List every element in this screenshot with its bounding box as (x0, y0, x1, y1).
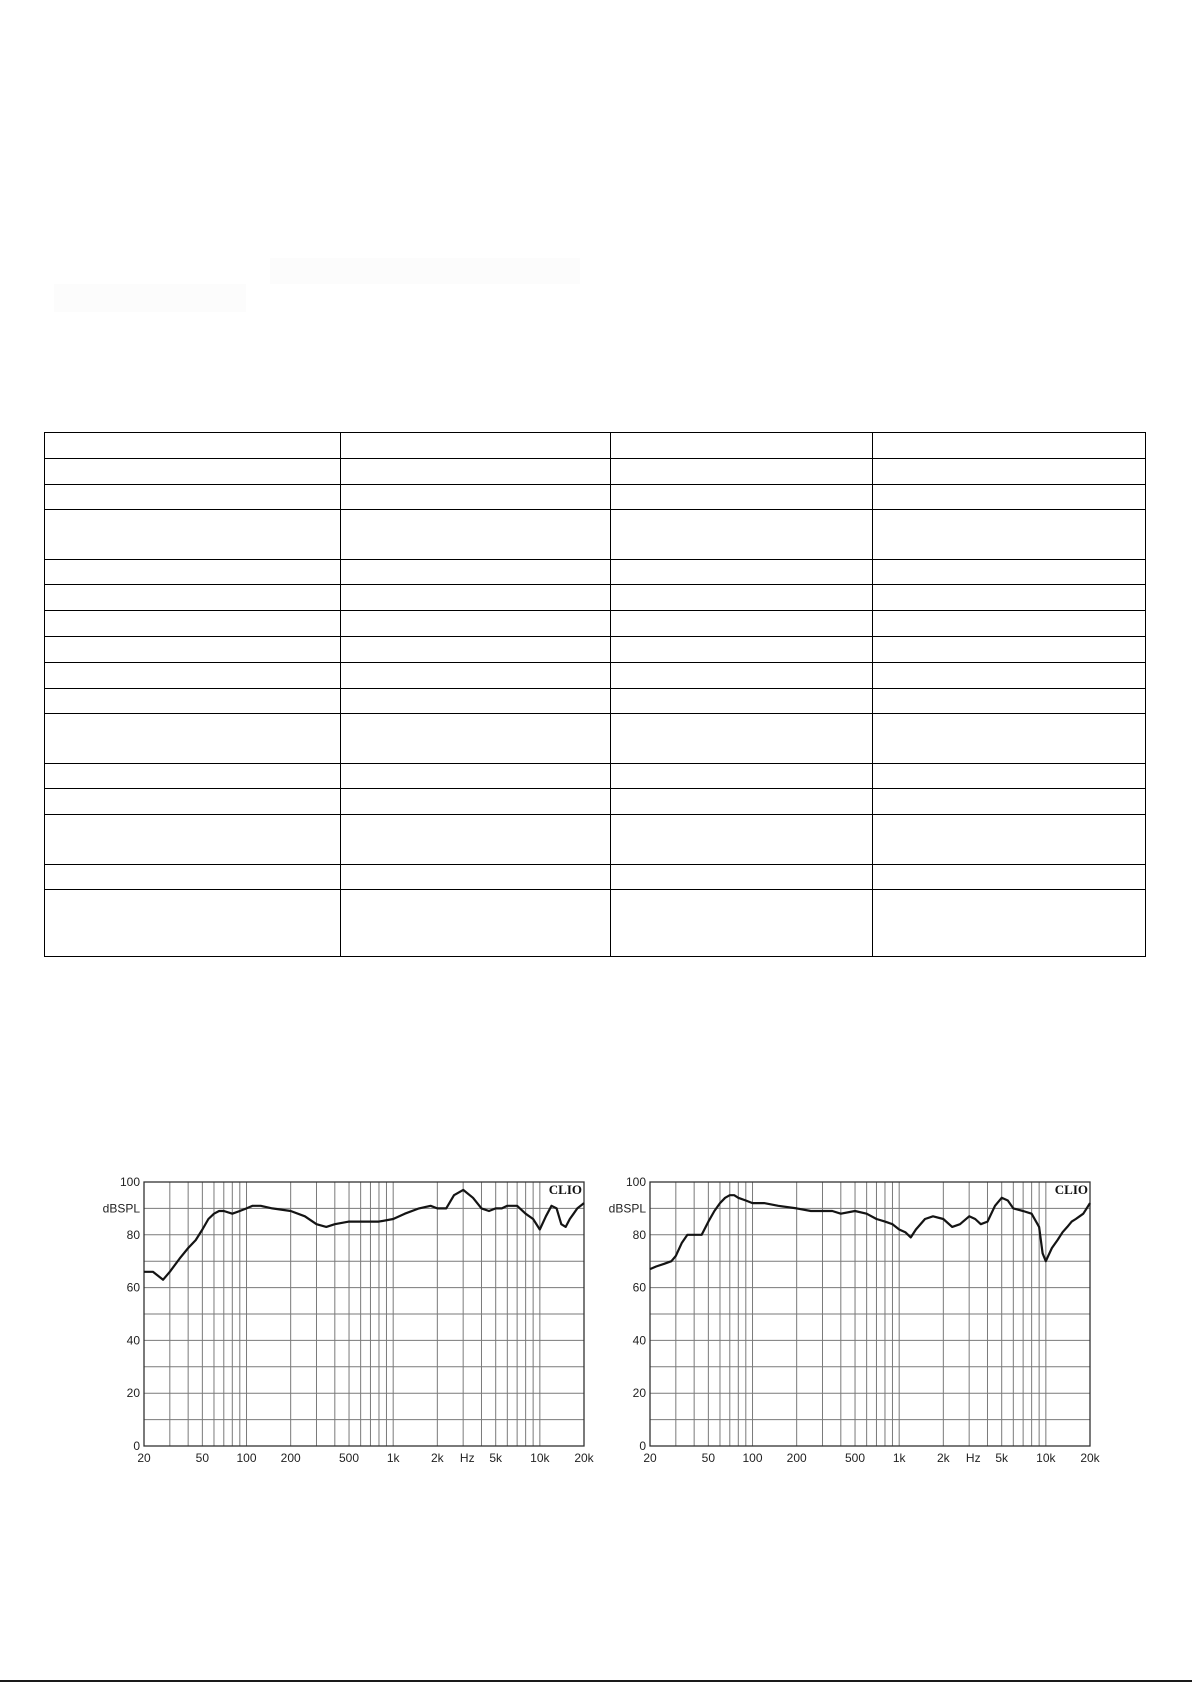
table-row (45, 815, 1146, 864)
table-cell (873, 559, 1146, 585)
table-row (45, 458, 1146, 484)
table-row (45, 688, 1146, 714)
table-cell (45, 433, 341, 459)
x-tick-label: 5k (995, 1451, 1009, 1465)
table-cell (45, 458, 341, 484)
table-cell (341, 433, 611, 459)
faded-subheading-block (54, 284, 246, 312)
table-cell (611, 662, 873, 688)
table-row (45, 484, 1146, 510)
table-row (45, 662, 1146, 688)
page-bottom-rule (0, 1680, 1192, 1682)
y-tick-label: 20 (126, 1386, 140, 1401)
y-tick-label: 40 (632, 1333, 646, 1348)
table-cell (45, 484, 341, 510)
table-cell (341, 714, 611, 763)
x-tick-label: 500 (845, 1451, 866, 1465)
frequency-response-plot (96, 1168, 596, 1474)
table-cell (873, 662, 1146, 688)
table-cell (341, 585, 611, 611)
table-cell (45, 559, 341, 585)
table-cell (341, 611, 611, 637)
table-cell (341, 559, 611, 585)
frequency-response-chart-right (602, 1168, 1102, 1474)
table-cell (873, 433, 1146, 459)
table-cell (341, 815, 611, 864)
table-cell (873, 510, 1146, 559)
y-tick-label: 0 (639, 1439, 646, 1453)
y-tick-label: 20 (632, 1386, 646, 1401)
table-cell (873, 611, 1146, 637)
brand-label: CLIO (548, 1182, 582, 1197)
table-cell (873, 815, 1146, 864)
table-cell (45, 611, 341, 637)
table-cell (341, 510, 611, 559)
x-tick-label: 500 (339, 1451, 360, 1465)
table-cell (873, 458, 1146, 484)
table-row (45, 559, 1146, 585)
table-cell (341, 890, 611, 957)
x-tick-label: 50 (701, 1451, 716, 1465)
x-tick-label: 200 (786, 1451, 807, 1465)
table-row (45, 636, 1146, 662)
table-cell (45, 789, 341, 815)
brand-label: CLIO (1054, 1182, 1088, 1197)
table-cell (611, 763, 873, 789)
table-row (45, 890, 1146, 957)
y-tick-label: 100 (625, 1175, 646, 1189)
table-cell (45, 662, 341, 688)
table-cell (45, 688, 341, 714)
table-cell (341, 458, 611, 484)
specifications-table (44, 432, 1146, 957)
table-cell (611, 714, 873, 763)
table-cell (873, 585, 1146, 611)
y-tick-label: 80 (126, 1227, 140, 1242)
x-tick-label: 100 (236, 1451, 257, 1465)
table-row (45, 611, 1146, 637)
table-cell (873, 763, 1146, 789)
table-cell (611, 864, 873, 890)
table-cell (611, 815, 873, 864)
table-cell (611, 789, 873, 815)
table-cell (611, 585, 873, 611)
table-cell (45, 763, 341, 789)
table-cell (873, 864, 1146, 890)
x-tick-label: 2k (430, 1451, 444, 1465)
table-cell (611, 611, 873, 637)
table-cell (611, 636, 873, 662)
table-row (45, 714, 1146, 763)
y-axis-label: dBSPL (102, 1201, 140, 1216)
x-tick-label: 20 (643, 1451, 657, 1465)
y-tick-label: 80 (632, 1227, 646, 1242)
grid (650, 1182, 1090, 1446)
table-row (45, 789, 1146, 815)
x-axis-label: Hz (459, 1451, 475, 1465)
table-cell (341, 763, 611, 789)
table-row (45, 510, 1146, 559)
y-tick-label: 40 (126, 1333, 140, 1348)
x-tick-label: 5k (489, 1451, 503, 1465)
table-cell (611, 458, 873, 484)
x-tick-label: 20k (1080, 1451, 1100, 1465)
table-cell (341, 662, 611, 688)
y-tick-label: 0 (133, 1439, 140, 1453)
x-tick-label: 1k (892, 1451, 906, 1465)
table-cell (611, 510, 873, 559)
table-cell (45, 815, 341, 864)
table-cell (873, 789, 1146, 815)
x-tick-label: 10k (530, 1451, 550, 1465)
table-cell (873, 714, 1146, 763)
table-cell (341, 688, 611, 714)
x-tick-label: 100 (742, 1451, 763, 1465)
table-row (45, 433, 1146, 459)
table-cell (341, 864, 611, 890)
table-cell (341, 636, 611, 662)
table-cell (611, 433, 873, 459)
y-tick-label: 100 (119, 1175, 140, 1189)
table-row (45, 585, 1146, 611)
table-cell (873, 636, 1146, 662)
table-cell (611, 890, 873, 957)
y-tick-label: 60 (632, 1280, 646, 1295)
table-cell (45, 864, 341, 890)
table-cell (45, 585, 341, 611)
frequency-response-chart-left (96, 1168, 596, 1474)
table-cell (611, 688, 873, 714)
table-cell (873, 688, 1146, 714)
x-tick-label: 20 (137, 1451, 151, 1465)
x-tick-label: 50 (195, 1451, 210, 1465)
faded-heading-block (270, 258, 580, 284)
x-tick-label: 2k (936, 1451, 950, 1465)
x-tick-label: 1k (386, 1451, 400, 1465)
table-cell (341, 789, 611, 815)
table-cell (45, 636, 341, 662)
table-cell (45, 714, 341, 763)
table-row (45, 864, 1146, 890)
table-cell (611, 559, 873, 585)
table-cell (873, 890, 1146, 957)
table-cell (45, 510, 341, 559)
x-axis-label: Hz (965, 1451, 981, 1465)
table-row (45, 763, 1146, 789)
y-axis-label: dBSPL (608, 1201, 646, 1216)
response-curve (650, 1195, 1090, 1269)
frequency-response-plot (602, 1168, 1102, 1474)
x-tick-label: 200 (280, 1451, 301, 1465)
table-cell (873, 484, 1146, 510)
y-tick-label: 60 (126, 1280, 140, 1295)
table-cell (45, 890, 341, 957)
x-tick-label: 20k (574, 1451, 594, 1465)
x-tick-label: 10k (1036, 1451, 1056, 1465)
table-cell (341, 484, 611, 510)
table-cell (611, 484, 873, 510)
